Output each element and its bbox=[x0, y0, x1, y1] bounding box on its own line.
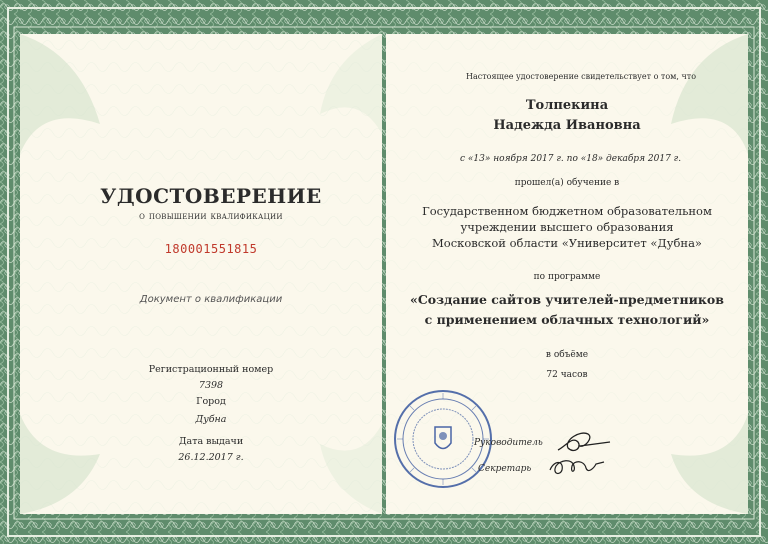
secretary-signature-icon bbox=[544, 452, 610, 482]
volume-value: 72 часов bbox=[546, 370, 588, 380]
city-label: Город bbox=[196, 396, 226, 407]
training-dates: с «13» ноября 2017 г. по «18» декабря 2017 г. bbox=[460, 154, 682, 164]
holder-given-names: Надежда Ивановна bbox=[493, 118, 641, 133]
certificate-subtitle: о повышении квалификации bbox=[139, 210, 283, 222]
holder-surname: Толпекина bbox=[525, 98, 609, 113]
training-label: прошел(а) обучение в bbox=[514, 178, 620, 188]
right-page bbox=[386, 34, 748, 514]
institution-line-1: Государственном бюджетном образовательном bbox=[422, 204, 712, 218]
institution-line-3: Московской области «Университет «Дубна» bbox=[432, 236, 702, 250]
document-label: Документ о квалификации bbox=[139, 294, 283, 305]
program-line-1: «Создание сайтов учителей-предметников bbox=[410, 292, 724, 307]
head-label: Руководитель bbox=[474, 438, 543, 448]
serial-number: 180001551815 bbox=[164, 242, 258, 256]
institution-line-2: учреждении высшего образования bbox=[460, 220, 674, 234]
intro-text: Настоящее удостоверение свидетельствует о том, что bbox=[466, 72, 697, 81]
volume-label: в объёме bbox=[545, 350, 589, 360]
reg-number-value: 7398 bbox=[198, 380, 224, 391]
issue-date-label: Дата выдачи bbox=[178, 436, 244, 447]
program-label: по программе bbox=[533, 272, 601, 282]
secretary-label: Секретарь bbox=[478, 464, 532, 474]
certificate-title: УДОСТОВЕРЕНИЕ bbox=[100, 184, 322, 208]
left-page bbox=[20, 34, 382, 514]
city-value: Дубна bbox=[195, 414, 227, 425]
reg-number-label: Регистрационный номер bbox=[148, 364, 274, 375]
issue-date-value: 26.12.2017 г. bbox=[178, 452, 244, 463]
program-line-2: с применением облачных технологий» bbox=[424, 312, 710, 327]
